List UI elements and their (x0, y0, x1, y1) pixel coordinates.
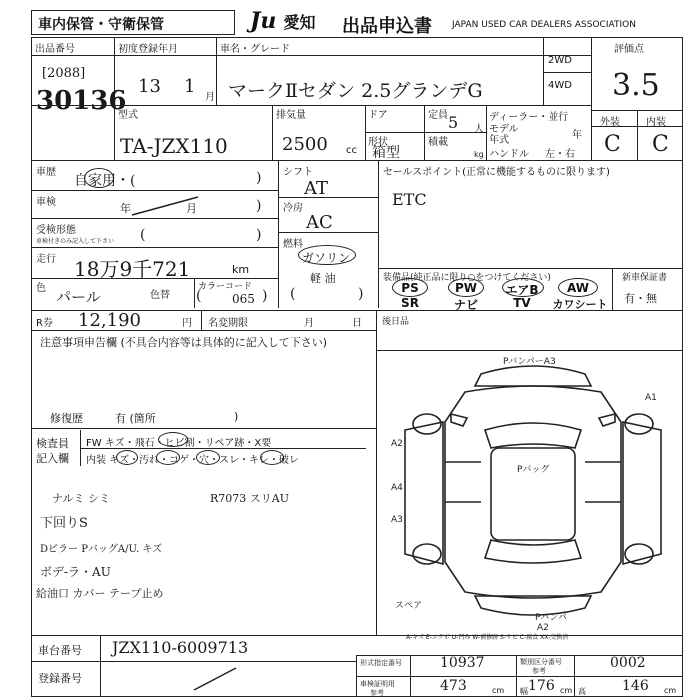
car-name-label: 車名・グレード (220, 44, 290, 55)
mark-left-door: A2 (391, 439, 403, 449)
model-year-label: モデル (489, 124, 519, 135)
mileage-unit: km (232, 263, 250, 276)
kata-value: 10937 (440, 655, 485, 671)
mark-left-rear: A3 (391, 515, 403, 525)
history-circle (84, 168, 114, 188)
chassis-label: 車台番号 (38, 644, 82, 657)
evaluation-label: 評価点 (614, 44, 644, 55)
wheel-rear-left (413, 544, 441, 564)
repair-history-close: ) (234, 410, 239, 423)
year-unit: 年 (572, 130, 582, 141)
handle-options: 左・右 (545, 149, 575, 160)
recycle-unit: 円 (182, 318, 192, 329)
warranty-label: 新車保証書 (622, 273, 668, 283)
inspection-year: 年 (120, 202, 131, 215)
width-label: 幅 (520, 687, 528, 696)
form-title: 出品申込書 (342, 16, 432, 37)
inspector-label-2: 記入欄 (36, 452, 69, 465)
drive-4wd: 4WD (548, 80, 572, 91)
mileage-label: 走行 (36, 254, 56, 265)
equip-ps: PS (401, 281, 419, 295)
logo-text: Ju (250, 8, 277, 34)
sales-point-value: ETC (392, 190, 427, 209)
lot-bracket-number: [2088] (42, 66, 86, 81)
receive-open: ( (140, 227, 146, 243)
left-side-outline (405, 422, 443, 564)
damage-diagram (385, 352, 681, 630)
height-unit: cm (664, 686, 677, 695)
ruibetsu-label: 類別区分番号 (520, 658, 562, 666)
equip-sr: SR (401, 296, 419, 310)
model-label: 型式 (118, 110, 138, 121)
ruibetsu-value: 0002 (610, 655, 646, 671)
load-label: 積載 (428, 137, 448, 148)
interior-label: 内装 (646, 117, 666, 128)
displacement-value: 2500 (282, 134, 328, 155)
equip-airbag: エアB (505, 283, 539, 297)
equip-aw-circle (558, 278, 598, 297)
interior-grade: C (652, 132, 669, 157)
after-day-label: 後日品 (382, 317, 410, 327)
cooler-label: 冷房 (283, 203, 303, 214)
mark-rear-bumper-2: A2 (537, 623, 549, 630)
year-style-label: 年式 (489, 135, 509, 146)
equipment-label: 装備品(純正品に限り○をつけてください) (383, 273, 551, 283)
inspection-strike (130, 193, 200, 217)
cooler-value: AC (306, 212, 333, 233)
equip-airbag-circle (502, 278, 544, 297)
registration-month: 1 (184, 76, 196, 97)
color-code-open: ( (196, 288, 202, 304)
lot-label: 出品番号 (35, 44, 75, 55)
mark-rear-bumper: Pバンパ (535, 613, 567, 623)
windshield-outline (485, 423, 581, 448)
wheel-rear-right (625, 544, 653, 564)
mark-spare: スペア (395, 601, 423, 611)
name-change-day: 日 (352, 318, 362, 329)
equip-navi: ナビ (453, 298, 478, 312)
door-label: ドア (368, 110, 388, 121)
fuel-open: ( (290, 286, 296, 302)
fuel-label: 燃料 (283, 239, 303, 250)
remark-line: Dピラー PバッグA/U. キズ (40, 544, 163, 555)
mirror-left (451, 414, 467, 426)
shape-label: 形状 (368, 137, 388, 148)
height-label: 高 (578, 687, 586, 696)
width-unit: cm (560, 686, 573, 695)
capacity-label: 定員 (428, 110, 448, 121)
registration-month-unit: 月 (205, 92, 215, 103)
shape-value: 箱型 (372, 145, 400, 161)
remark-line: 下回りS (40, 516, 88, 531)
name-change-label: 名変期限 (208, 318, 248, 329)
registration-strike (190, 664, 240, 694)
rear-window-outline (485, 540, 581, 563)
handle-label: ハンドル (489, 149, 529, 160)
lot-number: 30136 (36, 86, 127, 116)
mark-left-door-2: A4 (391, 483, 403, 493)
history-value: 自家用・( (74, 173, 136, 189)
mark-cabin: Pバッグ (517, 465, 550, 475)
length-sub: 参考 (370, 689, 384, 697)
color-value: パール (56, 288, 101, 306)
remark-line: ボデ-ラ・AU (40, 565, 111, 579)
displacement-label: 排気量 (276, 110, 306, 121)
equip-leather: カワシート (552, 298, 608, 311)
equip-aw: AW (567, 281, 589, 295)
right-side-outline (623, 422, 661, 564)
remark-line: R7073 スリAU (210, 492, 289, 505)
length-unit: cm (492, 686, 505, 695)
ju-logo (250, 8, 316, 34)
history-label: 車歴 (36, 167, 56, 178)
first-registration-label: 初度登録年月 (118, 44, 178, 55)
repair-history-label: 修復歴 (50, 412, 83, 425)
exterior-grade: C (604, 132, 621, 157)
equip-pw-circle (448, 278, 484, 297)
evaluation-score: 3.5 (612, 68, 660, 103)
inspection-month: 月 (186, 202, 197, 215)
fw-chip-circle (158, 432, 188, 447)
int-scratch-circle (116, 450, 138, 465)
dealer-row: ディーラー・並行 (489, 112, 569, 123)
cabin-outline (491, 448, 575, 540)
name-change-month: 月 (304, 318, 314, 329)
front-bumper-outline (475, 366, 591, 386)
fuel-diesel: 軽 油 (310, 272, 336, 285)
remark-line: 給油口 カバー テープ止め (36, 587, 164, 600)
inspector-fw-row: FW キズ・飛石・ヒビ割・リペア跡・X要 (86, 438, 272, 449)
receive-sub: 車検付きのみ記入して下さい (36, 238, 115, 245)
storage-notice: 車内保管・守衛保管 (38, 17, 164, 33)
int-burn-circle (196, 450, 220, 465)
capacity-value: 5 (448, 113, 459, 132)
registration-year: 13 (138, 76, 161, 97)
color-label: 色 (36, 283, 46, 294)
receive-close: ) (256, 227, 262, 243)
fuel-gasoline: ガソリン (302, 251, 351, 265)
notes-label: 注意事項申告欄 (不具合内容等は具体的に記入して下さい) (40, 336, 328, 349)
receive-label: 受検形態 (36, 225, 76, 236)
inspection-close: ) (256, 198, 262, 214)
repair-history-value: 有 (箇所 (115, 412, 156, 425)
ruibetsu-sub: 参考 (532, 667, 546, 675)
displacement-unit: cc (346, 145, 357, 156)
kata-label: 形式指定番号 (360, 659, 402, 667)
car-name-value: マークⅡセダン 2.5グランデG (228, 80, 483, 102)
length-value: 473 (440, 678, 467, 694)
chassis-value: JZX110-6009713 (112, 638, 249, 657)
color-code-value: 065 (232, 292, 255, 306)
drive-2wd: 2WD (548, 55, 572, 66)
remark-line: ナルミ シミ (52, 492, 110, 505)
inspector-interior-row: 内装 キズ・汚れ・コゲ・穴・スレ・キレ・破レ (86, 455, 299, 466)
recycle-value: 12,190 (78, 310, 141, 331)
inspection-label: 車検 (36, 197, 56, 208)
shift-label: シフト (283, 167, 313, 178)
height-value: 146 (622, 678, 649, 694)
mirror-right (599, 414, 615, 426)
body-outline (445, 386, 621, 598)
int-wear-circle (260, 450, 284, 465)
storage-notice-box (31, 10, 235, 35)
registration-label: 登録番号 (38, 672, 82, 685)
color-code-close: ) (262, 288, 268, 304)
model-value: TA-JZX110 (120, 134, 228, 158)
shift-value: AT (304, 178, 329, 199)
mileage-value: 18万9千721 (74, 257, 191, 281)
equip-pw: PW (454, 281, 478, 295)
diagram-legend: A-キズ E-エクボ U-凹み W-補修跡 S-サビ C-腐食 XX-交換済 (406, 634, 569, 641)
width-value: 176 (528, 678, 555, 694)
fuel-gasoline-circle (298, 245, 356, 265)
capacity-unit: 人 (474, 124, 484, 135)
warranty-value: 有・無 (624, 292, 657, 305)
logo-place: 愛知 (283, 13, 316, 32)
equip-tv: TV (513, 296, 531, 310)
int-dirt-circle (156, 450, 180, 465)
mark-front-bumper: PバンパーA3 (503, 357, 556, 367)
load-unit: kg (474, 150, 484, 159)
exterior-label: 外装 (600, 117, 620, 128)
color-change-label: 色替 (150, 290, 170, 301)
recycle-label: R券 (36, 318, 53, 329)
fuel-close: ) (358, 286, 364, 302)
mark-right-front: A1 (645, 393, 657, 403)
equip-ps-circle (392, 278, 428, 297)
color-code-label: カラーコード (198, 282, 253, 292)
rear-bumper-outline (475, 596, 591, 615)
history-close: ) (256, 170, 262, 186)
inspector-label: 検査員 (36, 437, 69, 450)
sales-point-label: セールスポイント(正常に機能するものに限ります) (383, 167, 610, 178)
association-name: JAPAN USED CAR DEALERS ASSOCIATION (452, 20, 636, 30)
length-label: 車検証明用 (360, 680, 395, 688)
